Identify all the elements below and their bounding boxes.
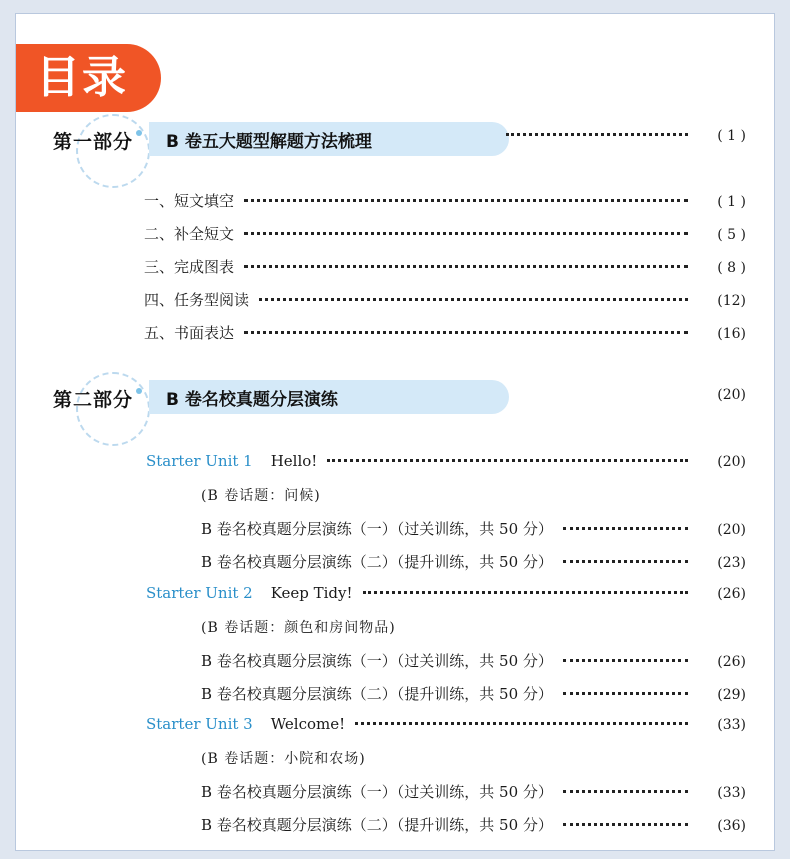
part-2-leader xyxy=(496,387,746,403)
drill-entry[interactable] xyxy=(201,650,746,671)
leader-dots xyxy=(244,265,688,268)
entry-label: 一、短文填空 xyxy=(144,192,235,210)
drill-page: (33) xyxy=(717,785,746,801)
part-1-page: ( 1 ) xyxy=(717,128,746,144)
part-1-leader xyxy=(496,128,746,144)
drill-label: B 卷名校真题分层演练（二）（提升训练，共 50 分） xyxy=(201,553,553,571)
part-2-label: 第二部分 xyxy=(53,389,134,411)
drill-label: B 卷名校真题分层演练（二）（提升训练，共 50 分） xyxy=(201,685,553,703)
unit-topic: (B 卷话题：小院和农场) xyxy=(201,751,366,767)
drill-entry[interactable] xyxy=(201,683,746,704)
toc-entry[interactable] xyxy=(144,322,746,343)
unit-entry[interactable] xyxy=(146,715,746,733)
drill-page: (29) xyxy=(717,687,746,703)
drill-entry[interactable] xyxy=(201,781,746,802)
leader-dots xyxy=(355,722,688,725)
drill-label: B 卷名校真题分层演练（一）（过关训练，共 50 分） xyxy=(201,520,553,538)
unit-number: Starter Unit 3 xyxy=(146,715,253,733)
part-2-page: (20) xyxy=(717,387,746,403)
entry-page: ( 5 ) xyxy=(717,227,746,243)
drill-page: (26) xyxy=(717,654,746,670)
entry-page: (12) xyxy=(717,293,746,309)
toc-page xyxy=(15,13,775,851)
leader-dots xyxy=(244,331,688,334)
unit-name: Welcome! xyxy=(270,715,346,733)
unit-page: (26) xyxy=(717,586,746,602)
leader-dots xyxy=(563,560,688,563)
leader-dots xyxy=(363,591,688,594)
drill-page: (36) xyxy=(717,818,746,834)
toc-entry[interactable] xyxy=(144,256,746,277)
unit-page: (20) xyxy=(717,454,746,470)
entry-page: ( 8 ) xyxy=(717,260,746,276)
toc-entry[interactable] xyxy=(144,190,746,211)
drill-label: B 卷名校真题分层演练（二）（提升训练，共 50 分） xyxy=(201,816,553,834)
unit-topic: (B 卷话题：问候) xyxy=(201,488,321,504)
leader-dots xyxy=(563,659,688,662)
unit-number: Starter Unit 1 xyxy=(146,452,253,470)
leader-dots xyxy=(327,459,688,462)
leader-dots xyxy=(259,298,688,301)
drill-entry[interactable] xyxy=(201,551,746,572)
part-2-title: B 卷名校真题分层演练 xyxy=(166,390,338,410)
leader-dots xyxy=(244,232,688,235)
leader-dots xyxy=(506,133,688,136)
leader-dots xyxy=(244,199,688,202)
unit-entry[interactable] xyxy=(146,452,746,470)
leader-dots xyxy=(563,527,688,530)
drill-entry[interactable] xyxy=(201,814,746,835)
part-1-label: 第一部分 xyxy=(53,131,134,153)
entry-label: 三、完成图表 xyxy=(144,258,235,276)
drill-page: (20) xyxy=(717,522,746,538)
unit-page: (33) xyxy=(717,717,746,733)
unit-name: Hello! xyxy=(270,452,318,470)
leader-dots xyxy=(563,823,688,826)
part-1-header xyxy=(16,118,775,178)
unit-number: Starter Unit 2 xyxy=(146,584,253,602)
drill-entry[interactable] xyxy=(201,518,746,539)
entry-label: 二、补全短文 xyxy=(144,225,235,243)
toc-title: 目录 xyxy=(16,44,161,112)
unit-topic: (B 卷话题：颜色和房间物品) xyxy=(201,620,396,636)
drill-label: B 卷名校真题分层演练（一）（过关训练，共 50 分） xyxy=(201,783,553,801)
entry-label: 四、任务型阅读 xyxy=(144,291,250,309)
part-1-title: B 卷五大题型解题方法梳理 xyxy=(166,132,372,152)
leader-dots xyxy=(563,790,688,793)
toc-entry[interactable] xyxy=(144,289,746,310)
entry-page: ( 1 ) xyxy=(717,194,746,210)
leader-dots xyxy=(563,692,688,695)
drill-label: B 卷名校真题分层演练（一）（过关训练，共 50 分） xyxy=(201,652,553,670)
entry-label: 五、书面表达 xyxy=(144,324,235,342)
unit-name: Keep Tidy! xyxy=(270,584,353,602)
toc-entry[interactable] xyxy=(144,223,746,244)
part-2-header xyxy=(16,376,775,436)
drill-page: (23) xyxy=(717,555,746,571)
entry-page: (16) xyxy=(717,326,746,342)
unit-entry[interactable] xyxy=(146,584,746,602)
